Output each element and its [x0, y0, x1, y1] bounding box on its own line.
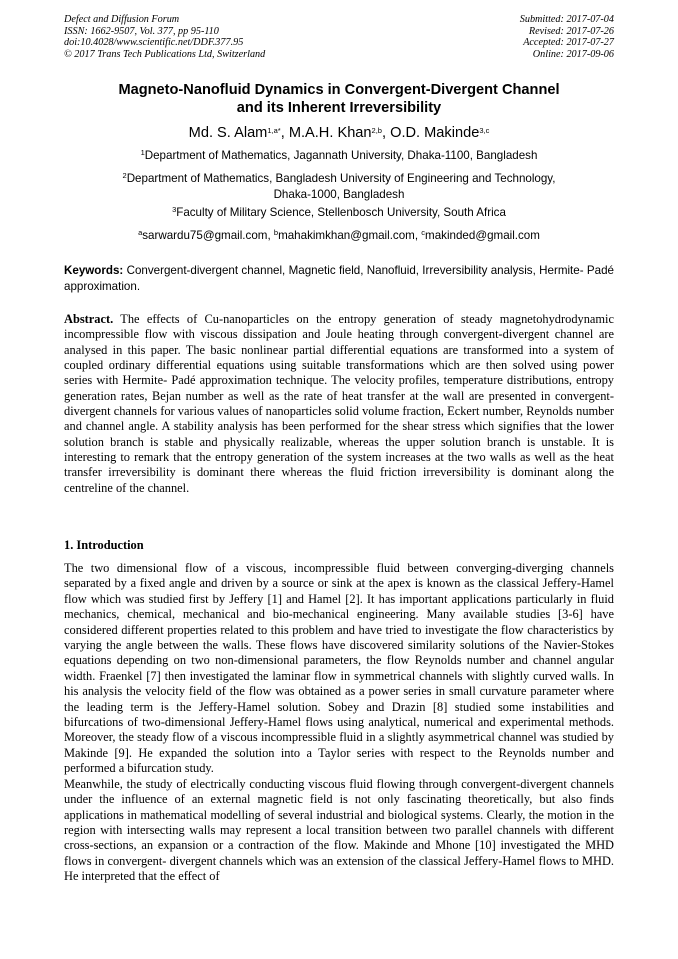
email-separator: , — [414, 229, 422, 242]
author-name: Md. S. Alam — [188, 125, 268, 141]
title-line-1: Magneto-Nanofluid Dynamics in Convergent-Divergent Channel — [118, 82, 560, 98]
date-accepted: Accepted: 2017-07-27 — [523, 37, 614, 49]
email-address: sarwardu75@gmail.com — [142, 229, 268, 242]
affiliation-text: Faculty of Military Science, Stellenbosch University, South Africa — [176, 206, 506, 219]
author-affiliation-mark: 2,b — [371, 126, 382, 135]
publication-dates — [520, 14, 614, 60]
email-mark: b — [273, 228, 279, 237]
author-separator: , — [280, 125, 289, 141]
journal-doi: doi:10.4028/www.scientific.net/DDF.377.95 — [64, 37, 244, 49]
keywords-block — [64, 263, 614, 294]
affiliation-2 — [60, 171, 618, 203]
title-line-2: and its Inherent Irreversibility — [236, 100, 442, 116]
author-affiliation-mark: 1,a* — [267, 126, 281, 135]
journal-name: Defect and Diffusion Forum — [64, 14, 180, 25]
affiliation-3 — [60, 205, 618, 221]
date-submitted: Submitted: 2017-07-04 — [519, 14, 614, 25]
author-name: M.A.H. Khan — [288, 125, 372, 141]
affiliation-mark: 1 — [140, 148, 145, 157]
email-address: mahakimkhan@gmail.com — [278, 229, 415, 242]
email-mark: c — [421, 228, 426, 237]
journal-issn: ISSN: 1662-9507, Vol. 377, pp 95-110 — [64, 25, 219, 37]
affiliation-text-line-2: Dhaka-1000, Bangladesh — [273, 188, 405, 201]
author-emails — [60, 228, 618, 244]
journal-copyright: © 2017 Trans Tech Publications Ltd, Switzerland — [64, 48, 266, 60]
body-paragraph: Meanwhile, the study of electrically conducting viscous fluid flowing through convergent-divergent channels under the influence of an external magnetic field is not only fascinating theoretically, but also finds applications in mathematical modelling of several industrial and biological systems. Clearly, the motion in the region with intersecting walls may represent a local transition between two parallel channels with different cross-sections, an expansion or a contraction of the flow. Makinde and Mhone [10] investigated the MHD flows in convergent- divergent channels which was an extension of the classical Jeffery-Hamel flows to MHD. He interpreted that the effect of — [64, 776, 614, 884]
paper-title — [60, 81, 618, 117]
affiliation-mark: 3 — [172, 205, 177, 214]
author-list — [60, 124, 618, 142]
section-heading: 1. Introduction — [64, 538, 144, 552]
keywords-label: Keywords: — [64, 264, 124, 277]
abstract-text: The effects of Cu-nanoparticles on the entropy generation of steady magnetohydrodynamic incompressible flow with viscous dissipation and Joule heating through convergent-divergent channel are analysed in this paper. The basic nonlinear partial differential equations are transformed into a system of coupled ordinary differential equations using suitable transformations which are then solved using power series with Hermite- Padé approximation technique. The velocity profiles, temperature distributions, entropy generation rates, Bejan number as well as the rate of heat transfer at the wall are presented in convergent-divergent channels for various values of nanoparticles solid volume fraction, Eckert number, Reynolds number and channel angle. A stability analysis has been performed for the shear stress which signifies that the lower solution branch is stable and physically realizable, whereas the upper solution branch is unstable. It is interesting to remark that the entropy generation of the system increases at the two walls as well as the heat transfer irreversibility is dominant there whereas the fluid friction irreversibility is dominant along the centreline of the channel. — [64, 312, 614, 495]
author-separator: , — [381, 125, 391, 141]
affiliation-text: Department of Mathematics, Bangladesh University of Engineering and Technology, — [126, 172, 556, 185]
email-address: makinded@gmail.com — [425, 229, 540, 242]
journal-info — [64, 14, 265, 60]
introduction-body — [64, 561, 614, 885]
affiliation-text: Department of Mathematics, Jagannath University, Dhaka-1100, Bangladesh — [144, 149, 538, 162]
email-mark: a — [138, 228, 143, 237]
author-name: O.D. Makinde — [390, 125, 480, 141]
affiliation-1 — [60, 148, 618, 164]
body-paragraph: The two dimensional flow of a viscous, incompressible fluid between converging-diverging channels separated by a fixed angle and driven by a source or sink at the apex is known as the classical Jeffery-Hamel flow which was studied first by Jeffery [1] and Hamel [2]. It has important applications particularly in fluid mechanics, chemical, mechanical and bio-mechanical engineering. Many available studies [3-6] have considered different properties related to this problem and have tried to investigate the flow characteristics by varying the angle between the walls. These flows have discovered similarity solutions of the Navier-Stokes equations depending on two non-dimensional parameters, the flow Reynolds number and channel angular width. Fraenkel [7] then investigated the laminar flow in symmetrical channels with slightly curved walls. In his analysis the velocity field of the flow was obtained as a power series in small curvature parameter where the leading term is the Jeffery-Hamel solution. Sobey and Drazin [8] studied some instabilities and bifurcations of two-dimensional Jeffery-Hamel flows using analytical, numerical and experimental methods. Moreover, the steady flow of a viscous incompressible fluid in a slightly asymmetrical channel was studied by Makinde [9]. He expanded the solution into a Taylor series with respect to the Reynolds number and performed a bifurcation study. — [64, 561, 614, 776]
abstract-block — [64, 312, 614, 496]
affiliation-mark: 2 — [122, 171, 127, 180]
keywords-text: Convergent-divergent channel, Magnetic field, Nanofluid, Irreversibility analysis, Hermite- Padé approximation. — [64, 264, 614, 293]
author-affiliation-mark: 3,c — [479, 126, 490, 135]
date-online: Online: 2017-09-06 — [532, 48, 614, 60]
email-separator: , — [267, 229, 274, 242]
date-revised: Revised: 2017-07-26 — [528, 25, 614, 37]
abstract-label: Abstract. — [64, 312, 114, 326]
